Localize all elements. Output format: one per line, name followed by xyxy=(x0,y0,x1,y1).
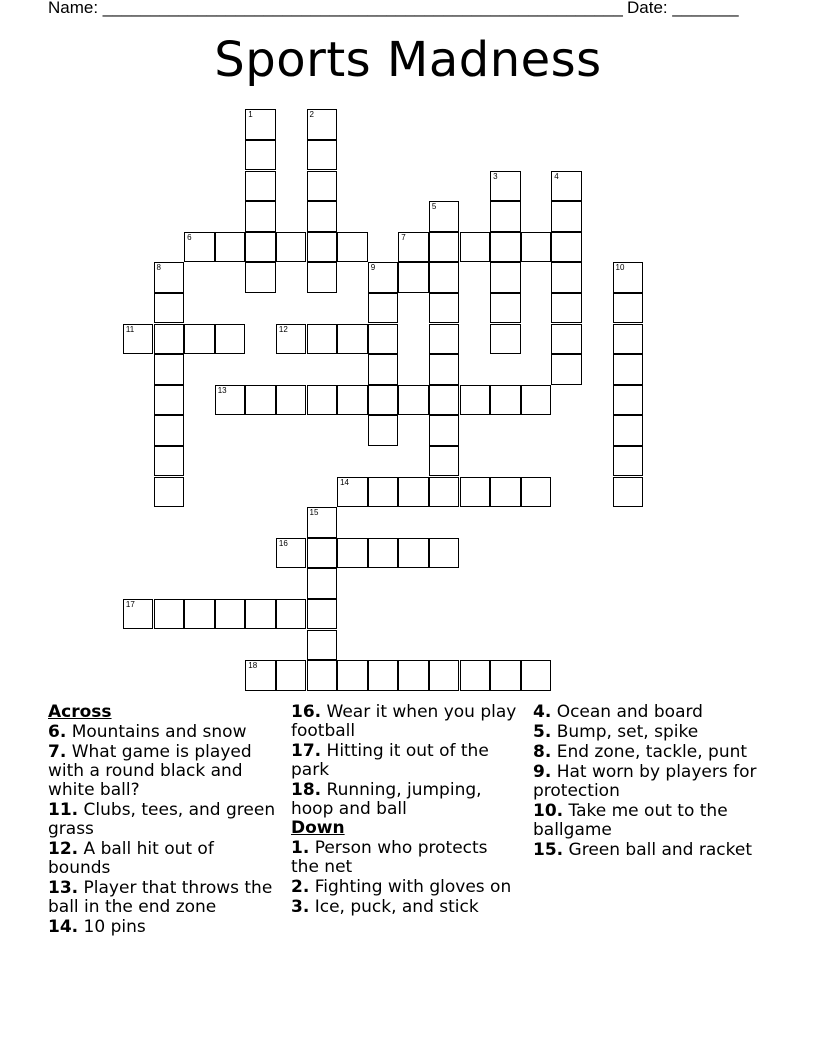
cell-number: 17 xyxy=(125,599,135,609)
grid-cell[interactable] xyxy=(398,477,429,508)
grid-cell[interactable] xyxy=(398,262,429,293)
grid-cell[interactable] xyxy=(245,262,276,293)
grid-cell[interactable] xyxy=(368,660,399,691)
grid-cell[interactable] xyxy=(490,660,521,691)
cell-number: 13 xyxy=(217,385,227,395)
grid-cell[interactable] xyxy=(551,293,582,324)
cell-number: 4 xyxy=(554,171,559,181)
grid-cell[interactable] xyxy=(276,660,307,691)
grid-cell[interactable] xyxy=(215,599,246,630)
grid-cell[interactable] xyxy=(613,324,644,355)
cell-number: 8 xyxy=(156,263,161,273)
grid-cell[interactable] xyxy=(613,385,644,416)
grid-cell[interactable] xyxy=(307,262,338,293)
grid-cell[interactable] xyxy=(337,324,368,355)
grid-cell[interactable] xyxy=(245,660,276,691)
grid-cell[interactable] xyxy=(307,599,338,630)
grid-cell[interactable] xyxy=(490,232,521,263)
clue-down-4: 4. Ocean and board xyxy=(533,702,703,722)
grid-cell[interactable] xyxy=(337,232,368,263)
grid-cell[interactable] xyxy=(276,324,307,355)
clue-down-9: 9. Hat worn by players for protection xyxy=(533,762,757,801)
grid-cell[interactable] xyxy=(307,232,338,263)
grid-cell[interactable] xyxy=(429,262,460,293)
grid-cell[interactable] xyxy=(368,354,399,385)
grid-cell[interactable] xyxy=(154,385,185,416)
grid-cell[interactable] xyxy=(123,599,154,630)
clue-across-17: 17. Hitting it out of the park xyxy=(291,741,489,780)
grid-cell[interactable] xyxy=(154,599,185,630)
grid-cell[interactable] xyxy=(429,293,460,324)
grid-cell[interactable] xyxy=(613,354,644,385)
cell-number: 7 xyxy=(401,232,406,242)
grid-cell[interactable] xyxy=(368,415,399,446)
grid-cell[interactable] xyxy=(368,324,399,355)
cell-number: 6 xyxy=(187,232,192,242)
grid-cell[interactable] xyxy=(460,660,491,691)
grid-cell[interactable] xyxy=(307,538,338,569)
grid-cell[interactable] xyxy=(215,324,246,355)
clue-down-1: 1. Person who protects the net xyxy=(291,838,488,877)
grid-cell[interactable] xyxy=(368,385,399,416)
grid-cell[interactable] xyxy=(337,538,368,569)
grid-cell[interactable] xyxy=(154,477,185,508)
grid-cell[interactable] xyxy=(429,232,460,263)
grid-cell[interactable] xyxy=(551,354,582,385)
grid-cell[interactable] xyxy=(307,201,338,232)
grid-cell[interactable] xyxy=(184,599,215,630)
grid-cell[interactable] xyxy=(245,232,276,263)
date-field[interactable]: Date: _______ xyxy=(627,0,739,17)
grid-cell[interactable] xyxy=(613,446,644,477)
grid-cell[interactable] xyxy=(551,324,582,355)
cell-number: 18 xyxy=(248,661,258,671)
grid-cell[interactable] xyxy=(245,171,276,202)
grid-cell[interactable] xyxy=(307,630,338,661)
grid-cell[interactable] xyxy=(276,538,307,569)
grid-cell[interactable] xyxy=(429,385,460,416)
grid-cell[interactable] xyxy=(368,477,399,508)
grid-cell[interactable] xyxy=(337,660,368,691)
grid-cell[interactable] xyxy=(184,324,215,355)
grid-cell[interactable] xyxy=(307,385,338,416)
cell-number: 2 xyxy=(309,110,314,120)
clue-down-10: 10. Take me out to the ballgame xyxy=(533,801,728,840)
cell-number: 1 xyxy=(248,110,253,120)
grid-cell[interactable] xyxy=(429,324,460,355)
grid-cell[interactable] xyxy=(276,385,307,416)
clue-across-6: 6. Mountains and snow xyxy=(48,722,247,742)
grid-cell[interactable] xyxy=(613,262,644,293)
grid-cell[interactable] xyxy=(368,262,399,293)
grid-cell[interactable] xyxy=(521,660,552,691)
grid-cell[interactable] xyxy=(245,385,276,416)
cell-number: 5 xyxy=(431,202,437,212)
grid-cell[interactable] xyxy=(245,109,276,140)
clue-down-8: 8. End zone, tackle, punt xyxy=(533,742,748,762)
grid-cell[interactable] xyxy=(613,477,644,508)
clues-column-3 xyxy=(533,703,761,860)
grid-cell[interactable] xyxy=(337,385,368,416)
grid-cell[interactable] xyxy=(307,507,338,538)
grid-cell[interactable] xyxy=(398,232,429,263)
grid-cell[interactable] xyxy=(460,232,491,263)
cell-number: 15 xyxy=(309,508,319,518)
grid-cell[interactable] xyxy=(613,293,644,324)
grid-cell[interactable] xyxy=(460,477,491,508)
grid-cell[interactable] xyxy=(429,538,460,569)
grid-cell[interactable] xyxy=(307,324,338,355)
grid-cell[interactable] xyxy=(398,385,429,416)
grid-cell[interactable] xyxy=(551,232,582,263)
grid-cell[interactable] xyxy=(490,477,521,508)
grid-cell[interactable] xyxy=(429,415,460,446)
grid-cell[interactable] xyxy=(460,385,491,416)
grid-cell[interactable] xyxy=(521,232,552,263)
down-heading: Down xyxy=(291,818,345,838)
grid-cell[interactable] xyxy=(429,446,460,477)
grid-cell[interactable] xyxy=(490,201,521,232)
grid-cell[interactable] xyxy=(521,477,552,508)
clue-down-3: 3. Ice, puck, and stick xyxy=(291,897,479,917)
grid-cell[interactable] xyxy=(551,201,582,232)
grid-cell[interactable] xyxy=(551,262,582,293)
grid-cell[interactable] xyxy=(490,293,521,324)
grid-cell[interactable] xyxy=(154,262,185,293)
cell-number: 11 xyxy=(125,324,135,334)
clue-across-12: 12. A ball hit out of bounds xyxy=(48,839,214,878)
across-heading: Across xyxy=(48,702,112,722)
clue-down-2: 2. Fighting with gloves on xyxy=(291,877,512,897)
grid-cell[interactable] xyxy=(368,538,399,569)
grid-cell[interactable] xyxy=(398,538,429,569)
grid-cell[interactable] xyxy=(490,324,521,355)
cell-number: 16 xyxy=(278,538,288,548)
grid-cell[interactable] xyxy=(490,385,521,416)
grid-cell[interactable] xyxy=(429,477,460,508)
grid-cell[interactable] xyxy=(307,660,338,691)
grid-cell[interactable] xyxy=(307,568,338,599)
grid-cell[interactable] xyxy=(245,599,276,630)
grid-cell[interactable] xyxy=(276,232,307,263)
grid-cell[interactable] xyxy=(123,324,154,355)
cell-number: 12 xyxy=(278,324,288,334)
cell-number: 3 xyxy=(493,171,498,181)
grid-cell[interactable] xyxy=(490,171,521,202)
grid-cell[interactable] xyxy=(215,232,246,263)
name-field[interactable]: Name: _______________________________________________________ xyxy=(48,0,623,17)
clue-down-5: 5. Bump, set, spike xyxy=(533,722,699,742)
grid-cell[interactable] xyxy=(245,140,276,171)
page-title: Sports Madness xyxy=(214,32,602,88)
cell-number: 9 xyxy=(370,263,376,273)
grid-cell[interactable] xyxy=(551,171,582,202)
clue-across-18: 18. Running, jumping, hoop and ball xyxy=(291,780,482,819)
grid-cell[interactable] xyxy=(245,201,276,232)
clue-across-14: 14. 10 pins xyxy=(48,917,146,937)
grid-cell[interactable] xyxy=(154,415,185,446)
grid-cell[interactable] xyxy=(337,477,368,508)
clue-across-7: 7. What game is played with a round black and white ball? xyxy=(48,742,252,800)
grid-cell[interactable] xyxy=(429,201,460,232)
grid-cell[interactable] xyxy=(521,385,552,416)
grid-cell[interactable] xyxy=(490,262,521,293)
grid-cell[interactable] xyxy=(613,415,644,446)
grid-cell[interactable] xyxy=(215,385,246,416)
grid-cell[interactable] xyxy=(307,140,338,171)
grid-cell[interactable] xyxy=(398,660,429,691)
grid-cell[interactable] xyxy=(368,293,399,324)
grid-cell[interactable] xyxy=(184,232,215,263)
grid-cell[interactable] xyxy=(429,660,460,691)
grid-cell[interactable] xyxy=(429,354,460,385)
grid-cell[interactable] xyxy=(276,599,307,630)
cell-number: 10 xyxy=(615,263,625,273)
cell-number: 14 xyxy=(340,477,349,487)
grid-cell[interactable] xyxy=(307,171,338,202)
clue-across-16: 16. Wear it when you play football xyxy=(291,702,517,741)
clues-column-2 xyxy=(291,703,519,917)
clues-column-1 xyxy=(48,703,276,937)
grid-cell[interactable] xyxy=(154,324,185,355)
clue-across-13: 13. Player that throws the ball in the end zone xyxy=(48,878,273,917)
clue-across-11: 11. Clubs, tees, and green grass xyxy=(48,800,276,839)
grid-cell[interactable] xyxy=(307,109,338,140)
grid-cell[interactable] xyxy=(154,354,185,385)
clue-down-15: 15. Green ball and racket xyxy=(533,840,752,860)
grid-cell[interactable] xyxy=(154,446,185,477)
grid-cell[interactable] xyxy=(154,293,185,324)
